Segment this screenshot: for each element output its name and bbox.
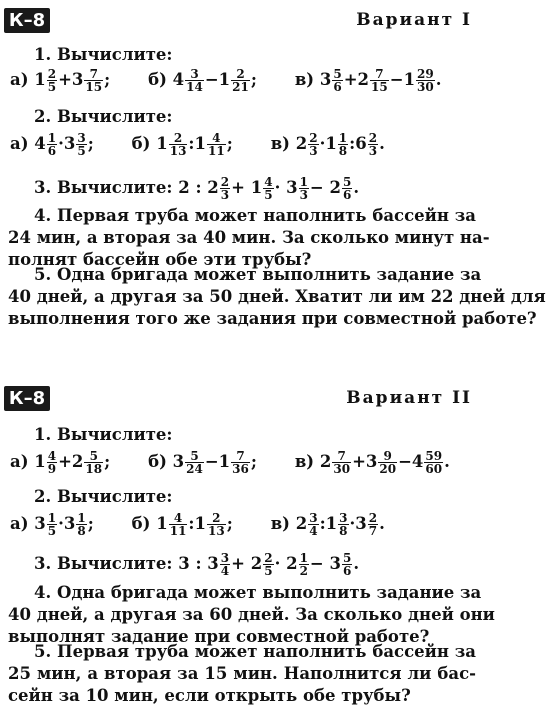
task2-heading: 2. Вычислите: (34, 487, 173, 506)
item-b: б) 3 $\frac{5}{24}$ −1 $\frac{7}{36}$ ; (148, 449, 257, 476)
task4-line: выполнят задание при совместной работе? (8, 627, 430, 646)
task4-line: 4. Первая труба может наполнить бассейн за (34, 206, 476, 225)
task4-line: 4. Одна бригада может выполнить задание за (34, 583, 482, 602)
variant-title: Вариант II (346, 388, 472, 408)
item-c: в) 2 $\frac{3}{4}$ :1 $\frac{3}{8}$ ·3 $\frac{2}{7}$ . (270, 511, 385, 538)
task5-line: сейн за 10 мин, если открыть обе трубы? (8, 686, 411, 705)
variant-badge: К–8 (4, 386, 50, 411)
item-a: а) 4 $\frac{1}{6}$ ·3 $\frac{3}{5}$ ; (10, 131, 94, 158)
item-a: а) 3 $\frac{1}{5}$ ·3 $\frac{1}{8}$ ; (10, 511, 94, 538)
task4 (8, 582, 495, 648)
task3: 3. Вычислите: 2 : 2 $\frac{2}{3}$ + 1 $\frac{4}{5}$ · 3 $\frac{1}{3}$ − 2 $\frac{5}{6}$ . (34, 175, 360, 202)
task5-line: 40 дней, а другая за 50 дней. Хватит ли им 22 дней для (8, 287, 546, 306)
variant-title: Вариант I (356, 10, 472, 30)
task4-line: 24 мин, а вторая за 40 мин. За сколько минут на- (8, 228, 490, 247)
task4 (8, 205, 490, 271)
task1-items (10, 68, 476, 93)
task3: 3. Вычислите: 3 : 3 $\frac{3}{4}$ + 2 $\frac{2}{5}$ · 2 $\frac{1}{2}$ − 3 $\frac{5}{6}$ . (34, 551, 360, 578)
task2-items (10, 512, 476, 537)
task5-line: выполнения того же задания при совместной работе? (8, 309, 537, 328)
task5 (8, 264, 546, 330)
item-b: б) 4 $\frac{3}{14}$ −1 $\frac{2}{21}$ ; (148, 67, 257, 94)
task1-heading: 1. Вычислите: (34, 425, 173, 444)
item-a: а) 1 $\frac{2}{5}$ +3 $\frac{7}{15}$ ; (10, 67, 111, 94)
item-b: б) 1 $\frac{4}{11}$ :1 $\frac{2}{13}$ ; (131, 511, 233, 538)
task1-heading: 1. Вычислите: (34, 45, 173, 64)
task1-items (10, 450, 476, 475)
task5-line: 5. Первая труба может наполнить бассейн за (34, 642, 476, 661)
task2-heading: 2. Вычислите: (34, 107, 173, 126)
task5-line: 5. Одна бригада может выполнить задание за (34, 265, 482, 284)
item-b: б) 1 $\frac{2}{13}$ :1 $\frac{4}{11}$ ; (131, 131, 233, 158)
variant-badge: К–8 (4, 8, 50, 33)
task4-line: 40 дней, а другая за 60 дней. За сколько дней они (8, 605, 495, 624)
task2-items (10, 132, 476, 157)
task4-line: полнят бассейн обе эти трубы? (8, 250, 312, 269)
item-c: в) 2 $\frac{2}{3}$ ·1 $\frac{1}{8}$ :6 $\frac{2}{3}$ . (270, 131, 385, 158)
task5 (8, 641, 476, 707)
item-c: в) 3 $\frac{5}{6}$ +2 $\frac{7}{15}$ −1 $\frac{29}{30}$ . (294, 67, 442, 94)
item-c: в) 2 $\frac{7}{30}$ +3 $\frac{9}{20}$ −4 $\frac{59}{60}$ . (294, 449, 450, 476)
task5-line: 25 мин, а вторая за 15 мин. Наполнится ли бас- (8, 664, 476, 683)
item-a: а) 1 $\frac{4}{9}$ +2 $\frac{5}{18}$ ; (10, 449, 111, 476)
